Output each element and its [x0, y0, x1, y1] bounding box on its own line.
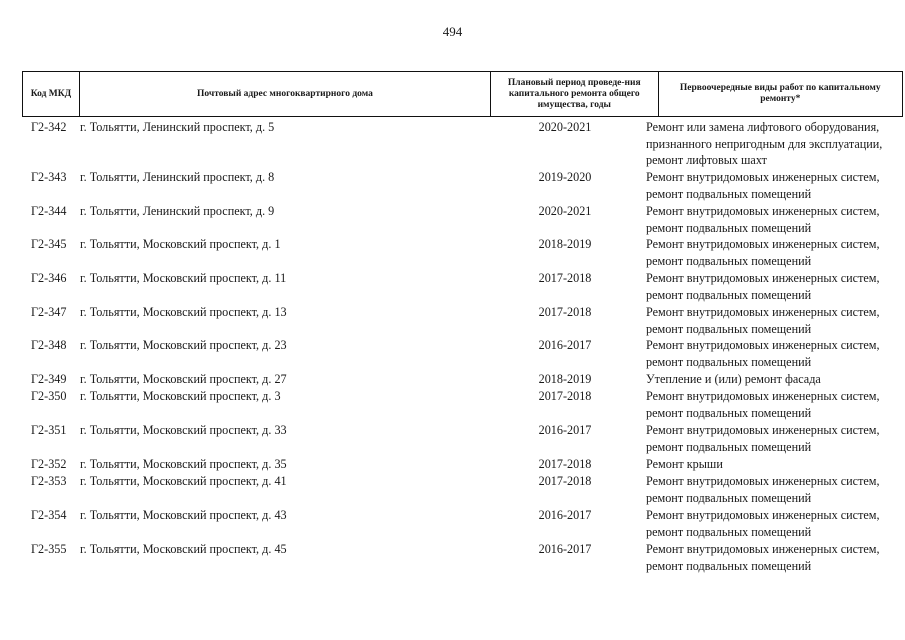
row-address: г. Тольятти, Московский проспект, д. 23: [80, 338, 287, 352]
row-code: Г2-355: [31, 542, 67, 556]
row-works: Ремонт внутридомовых инженерных систем, ремонт подвальных помещений: [646, 338, 880, 369]
row-period: 2017-2018: [538, 271, 592, 285]
row-code: Г2-342: [31, 120, 67, 134]
row-address: г. Тольятти, Московский проспект, д. 33: [80, 423, 287, 437]
row-period: 2017-2018: [538, 474, 592, 488]
row-code: Г2-351: [31, 423, 67, 437]
row-works: Ремонт внутридомовых инженерных систем, ремонт подвальных помещений: [646, 170, 880, 201]
row-works: Ремонт внутридомовых инженерных систем, ремонт подвальных помещений: [646, 271, 880, 302]
row-period: 2017-2018: [538, 457, 592, 471]
row-works: Ремонт крыши: [646, 457, 723, 471]
header-code: Код МКД: [23, 72, 80, 116]
row-works: Ремонт внутридомовых инженерных систем, ремонт подвальных помещений: [646, 237, 880, 268]
row-period: 2016-2017: [538, 508, 592, 522]
row-period: 2020-2021: [538, 120, 592, 134]
row-code: Г2-354: [31, 508, 67, 522]
row-period: 2016-2017: [538, 423, 592, 437]
row-works: Ремонт внутридомовых инженерных систем, ремонт подвальных помещений: [646, 204, 880, 235]
row-works: Ремонт внутридомовых инженерных систем, ремонт подвальных помещений: [646, 474, 880, 505]
row-period: 2019-2020: [538, 170, 592, 184]
row-code: Г2-348: [31, 338, 67, 352]
row-code: Г2-352: [31, 457, 67, 471]
row-code: Г2-349: [31, 372, 67, 386]
row-code: Г2-343: [31, 170, 67, 184]
row-period: 2017-2018: [538, 389, 592, 403]
row-address: г. Тольятти, Московский проспект, д. 13: [80, 305, 287, 319]
row-works: Ремонт внутридомовых инженерных систем, ремонт подвальных помещений: [646, 508, 880, 539]
row-works: Ремонт внутридомовых инженерных систем, ремонт подвальных помещений: [646, 423, 880, 454]
row-period: 2016-2017: [538, 338, 592, 352]
row-address: г. Тольятти, Московский проспект, д. 35: [80, 457, 287, 471]
row-code: Г2-353: [31, 474, 67, 488]
row-period: 2016-2017: [538, 542, 592, 556]
row-address: г. Тольятти, Московский проспект, д. 1: [80, 237, 281, 251]
row-works: Утепление и (или) ремонт фасада: [646, 372, 821, 386]
row-code: Г2-350: [31, 389, 67, 403]
row-code: Г2-347: [31, 305, 67, 319]
row-address: г. Тольятти, Ленинский проспект, д. 8: [80, 170, 275, 184]
row-code: Г2-344: [31, 204, 67, 218]
row-code: Г2-345: [31, 237, 67, 251]
row-address: г. Тольятти, Ленинский проспект, д. 9: [80, 204, 275, 218]
row-address: г. Тольятти, Московский проспект, д. 43: [80, 508, 287, 522]
row-address: г. Тольятти, Московский проспект, д. 41: [80, 474, 287, 488]
header-works: Первоочередные виды работ по капитальному ремонту*: [679, 83, 881, 104]
row-address: г. Тольятти, Московский проспект, д. 45: [80, 542, 287, 556]
row-works: Ремонт или замена лифтового оборудования, признанного непригодным для эксплуатации, ремонт лифтовых шахт: [646, 120, 883, 167]
row-period: 2018-2019: [538, 237, 592, 251]
header-period: Плановый период проведе-ния капитального ремонта общего имущества, годы: [491, 72, 659, 116]
row-works: Ремонт внутридомовых инженерных систем, ремонт подвальных помещений: [646, 389, 880, 420]
row-address: г. Тольятти, Московский проспект, д. 11: [80, 271, 287, 285]
header-address: Почтовый адрес многоквартирного дома: [80, 72, 491, 116]
row-address: г. Тольятти, Московский проспект, д. 3: [80, 389, 281, 403]
row-address: г. Тольятти, Ленинский проспект, д. 5: [80, 120, 275, 134]
row-period: 2020-2021: [538, 204, 592, 218]
page-number: 494: [442, 24, 463, 39]
row-address: г. Тольятти, Московский проспект, д. 27: [80, 372, 287, 386]
row-works: Ремонт внутридомовых инженерных систем, ремонт подвальных помещений: [646, 542, 880, 573]
row-period: 2018-2019: [538, 372, 592, 386]
row-code: Г2-346: [31, 271, 67, 285]
row-works: Ремонт внутридомовых инженерных систем, ремонт подвальных помещений: [646, 305, 880, 336]
row-period: 2017-2018: [538, 305, 592, 319]
